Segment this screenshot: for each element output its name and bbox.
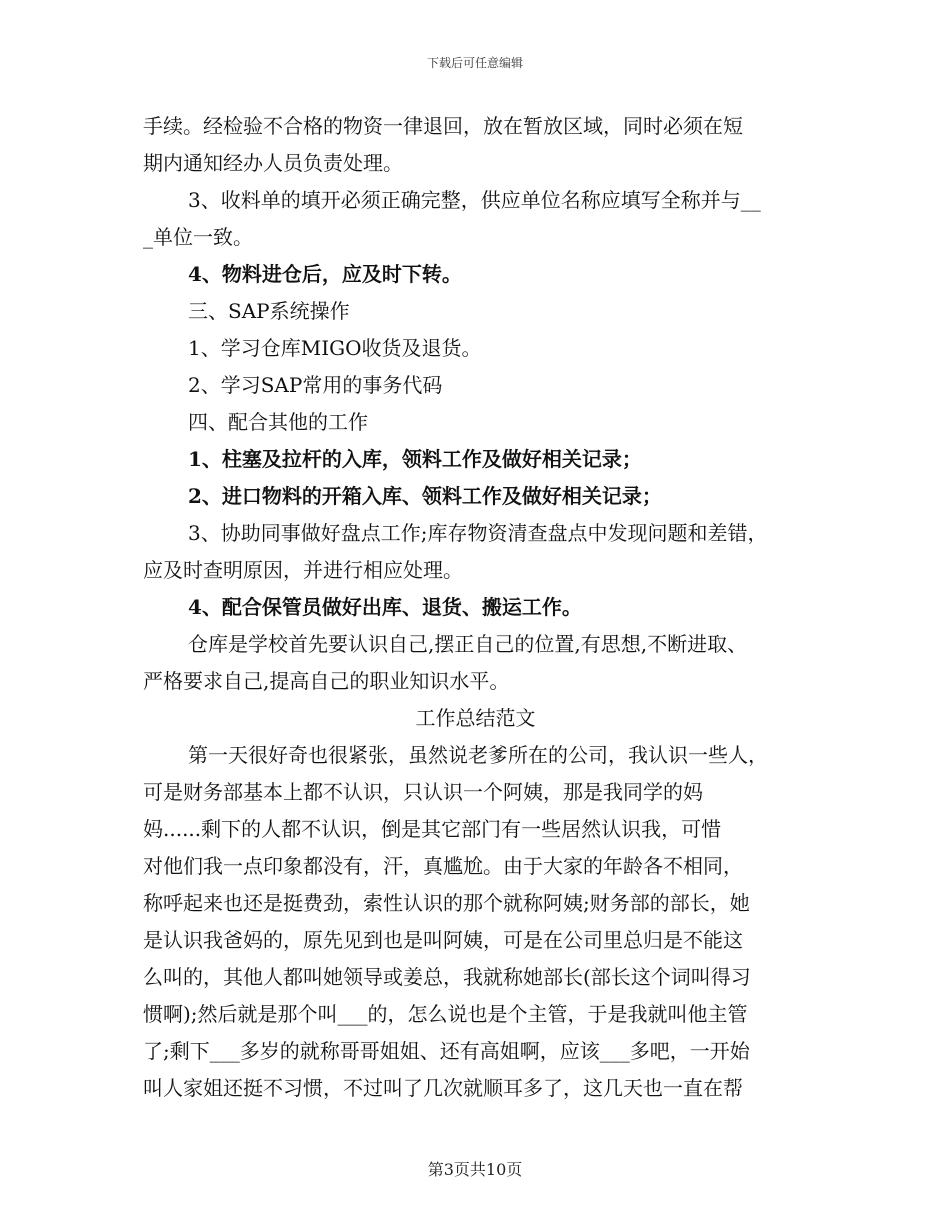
section-heading: 三、SAP系统操作 (188, 299, 350, 323)
body-line: 了;剩下___多岁的就称哥哥姐姐、还有高姐啊，应该___多吧，一开始 (143, 1039, 750, 1063)
body-line: 4、物料进仓后，应及时下转。 (188, 262, 462, 286)
body-line: 1、学习仓库MIGO收货及退货。 (188, 336, 482, 360)
body-line: 是认识我爸妈的，原先见到也是叫阿姨，可是在公司里总归是不能这 (143, 928, 743, 952)
section-title: 工作总结范文 (415, 706, 536, 730)
body-line: 仓库是学校首先要认识自己,摆正自己的位置,有思想,不断进取、 (188, 632, 748, 656)
body-line: 期内通知经办人员负责处理。 (143, 151, 403, 175)
body-line: 应及时查明原因，并进行相应处理。 (143, 558, 463, 582)
body-line: 3、协助同事做好盘点工作;库存物资清查盘点中发现问题和差错， (188, 521, 768, 545)
body-line: 可是财务部基本上都不认识，只认识一个阿姨，那是我同学的妈 (143, 780, 703, 804)
body-line: 妈......剩下的人都不认识，倒是其它部门有一些居然认识我，可惜 (143, 817, 722, 841)
body-line: 叫人家姐还挺不习惯，不过叫了几次就顺耳多了，这几天也一直在帮 (143, 1076, 743, 1100)
body-line: 么叫的，其他人都叫她领导或姜总，我就称她部长(部长这个词叫得习 (143, 965, 751, 989)
body-line: 1、柱塞及拉杆的入库，领料工作及做好相关记录； (188, 447, 642, 471)
body-line: 手续。经检验不合格的物资一律退回，放在暂放区域，同时必须在短 (143, 114, 743, 138)
body-line: 3、收料单的填开必须正确完整，供应单位名称应填写全称并与__ (188, 188, 761, 212)
body-line: _单位一致。 (143, 225, 253, 249)
page-number: 第3页共10页 (427, 1160, 523, 1179)
body-line: 对他们我一点印象都没有，汗，真尴尬。由于大家的年龄各不相同， (143, 854, 743, 878)
body-line: 2、进口物料的开箱入库、领料工作及做好相关记录； (188, 484, 662, 508)
document-body (143, 108, 808, 1107)
page-header: 下载后可任意编辑 (426, 56, 523, 70)
body-line: 惯啊);然后就是那个叫___的，怎么说也是个主管，于是我就叫他主管 (143, 1002, 748, 1026)
body-line: 4、配合保管员做好出库、退货、搬运工作。 (188, 595, 582, 619)
section-heading: 四、配合其他的工作 (188, 410, 368, 434)
body-line: 严格要求自己,提高自己的职业知识水平。 (143, 669, 510, 693)
body-line: 第一天很好奇也很紧张，虽然说老爹所在的公司，我认识一些人， (188, 743, 768, 767)
body-line: 称呼起来也还是挺费劲，索性认识的那个就称阿姨;财务部的部长，她 (143, 891, 750, 915)
body-line: 2、学习SAP常用的事务代码 (188, 373, 443, 397)
